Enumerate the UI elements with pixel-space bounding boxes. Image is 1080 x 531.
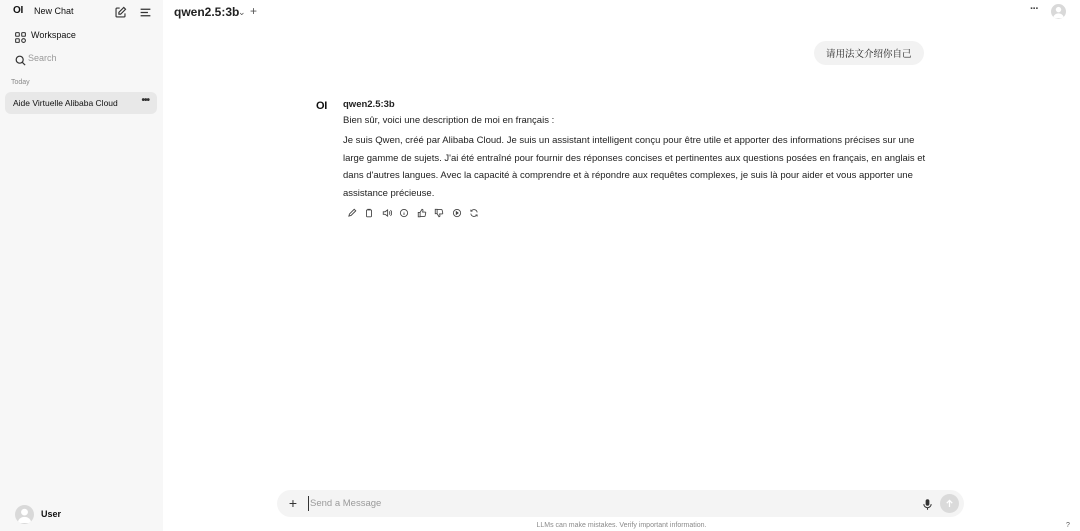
section-label-today: Today xyxy=(11,79,30,86)
search-input[interactable] xyxy=(28,51,148,65)
read-aloud-icon[interactable] xyxy=(380,206,393,219)
edit-icon[interactable] xyxy=(345,206,358,219)
add-model-button[interactable]: + xyxy=(250,4,258,18)
message-composer xyxy=(277,490,964,517)
assistant-avatar: OI xyxy=(316,100,328,112)
assistant-message-body: Je suis Qwen, créé par Alibaba Cloud. Je suis un assistant intelligent conçu pour être utile et apporter des informations précises sur une large gamme de sujets. J'ai été entraîné pour fournir des réponses concises et pertinentes aux questions posées en français, en anglais et dans d'autres langues. Avec la capacité à comprendre et à répondre aux requêtes complexes, je suis là pour aider et vous apporter une assistance précieuse. xyxy=(343,135,926,199)
chat-list-item[interactable] xyxy=(5,92,157,114)
thumbs-up-icon[interactable] xyxy=(415,206,428,219)
chevron-down-icon[interactable]: ⌄ xyxy=(238,7,246,17)
workspace-link[interactable]: Workspace xyxy=(31,30,76,40)
assistant-model-name: qwen2.5:3b xyxy=(343,99,395,110)
more-options-icon[interactable]: ··· xyxy=(1030,3,1038,15)
help-button[interactable]: ? xyxy=(1066,522,1070,529)
info-icon[interactable] xyxy=(398,206,411,219)
new-chat-icon[interactable] xyxy=(112,4,128,20)
thumbs-down-icon[interactable] xyxy=(433,206,446,219)
chat-item-title: Aide Virtuelle Alibaba Cloud xyxy=(13,98,118,108)
send-button[interactable] xyxy=(940,494,959,513)
user-name[interactable]: User xyxy=(41,509,62,519)
chat-item-more-icon[interactable]: ••• xyxy=(141,95,149,106)
new-chat-label[interactable]: New Chat xyxy=(34,6,74,16)
workspace-icon xyxy=(12,29,28,45)
message-action-bar xyxy=(345,206,481,219)
regenerate-icon[interactable] xyxy=(468,206,481,219)
sidebar xyxy=(0,0,163,531)
assistant-intro-text: Bien sûr, voici une description de moi en français : xyxy=(343,115,555,126)
user-message-bubble: 请用法文介绍你自己 xyxy=(814,41,924,65)
model-selector[interactable]: qwen2.5:3b xyxy=(174,5,240,19)
copy-icon[interactable] xyxy=(363,206,376,219)
header-user-avatar[interactable] xyxy=(1051,4,1066,19)
continue-icon[interactable] xyxy=(450,206,463,219)
disclaimer-text: LLMs can make mistakes. Verify important information. xyxy=(536,522,707,529)
attach-plus-button[interactable]: + xyxy=(288,495,298,511)
search-icon xyxy=(12,52,28,68)
app-logo[interactable]: OI xyxy=(13,5,23,16)
message-input[interactable] xyxy=(308,496,908,511)
microphone-icon[interactable] xyxy=(919,496,935,512)
sidebar-toggle-icon[interactable] xyxy=(137,4,153,20)
